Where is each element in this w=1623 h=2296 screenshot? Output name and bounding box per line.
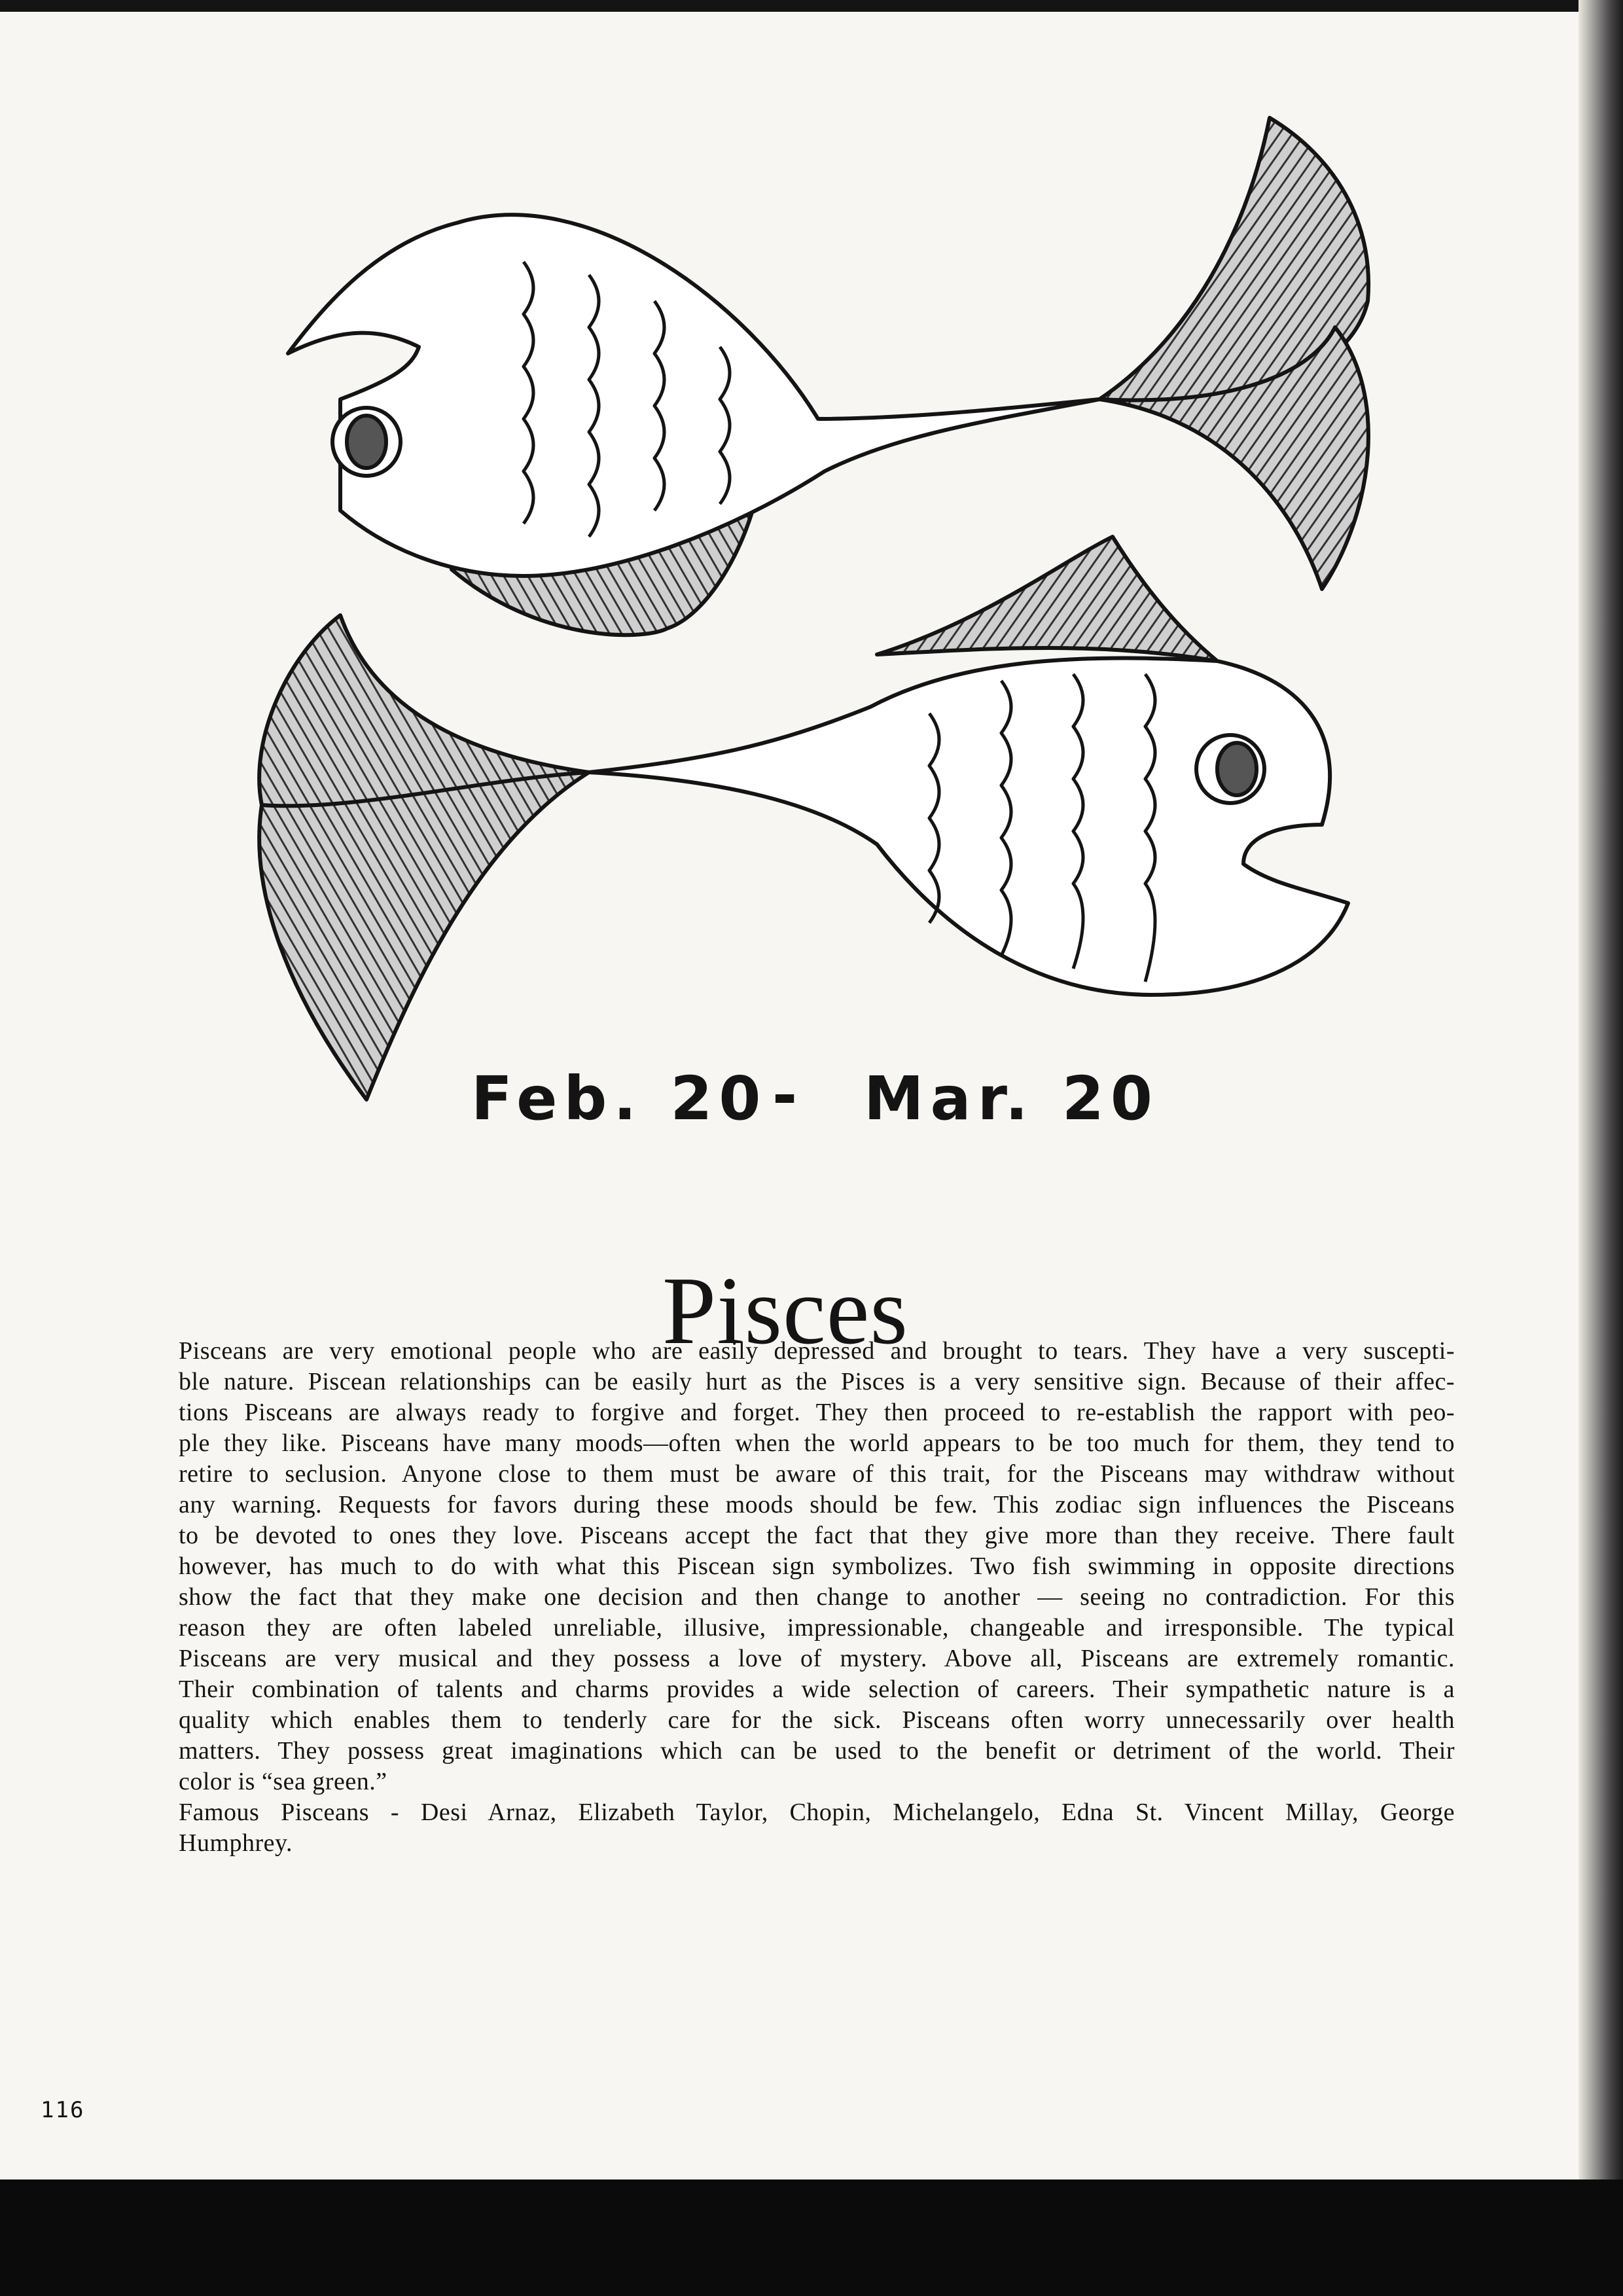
scan-bottom-band — [0, 2179, 1623, 2296]
upper-fish — [288, 118, 1368, 635]
pisces-illustration — [249, 52, 1427, 1165]
caption-end-date: Mar. 20 — [864, 1064, 1159, 1134]
body-line: Their combination of talents and charms provides a wide selection of careers. Their sympathetic nature is a — [179, 1676, 1455, 1703]
body-paragraph — [179, 1336, 1455, 1859]
lower-fish-tail-bottom — [259, 772, 589, 1100]
body-line: retire to seclusion. Anyone close to them must be aware of this trait, for the Pisceans may withdraw without — [179, 1460, 1455, 1488]
famous-pisceans-line: Famous Pisceans - Desi Arnaz, Elizabeth Taylor, Chopin, Michelangelo, Edna St. Vincent Millay, George — [179, 1799, 1455, 1826]
date-caption — [471, 1060, 1159, 1134]
body-line: to be devoted to ones they love. Pisceans accept the fact that they give more than they receive. There fault — [179, 1522, 1455, 1549]
lower-fish — [259, 537, 1348, 1100]
caption-start-date: Feb. 20 — [471, 1064, 768, 1134]
body-line: matters. They possess great imaginations which can be used to the benefit or detriment of the world. Their — [179, 1737, 1455, 1765]
body-line: ble nature. Piscean relationships can be easily hurt as the Pisces is a very sensitive sign. Because of their affec- — [179, 1368, 1455, 1395]
body-line: Pisceans are very emotional people who are easily depressed and brought to tears. They have a very suscepti- — [179, 1337, 1455, 1365]
body-line: reason they are often labeled unreliable, illusive, impressionable, changeable and irresponsible. The typical — [179, 1614, 1455, 1641]
body-line: ple they like. Pisceans have many moods—often when the world appears to be too much for them, they tend to — [179, 1429, 1455, 1457]
body-line: tions Pisceans are always ready to forgive and forget. They then proceed to re-establish the rapport with peo- — [179, 1399, 1455, 1426]
caption-dash: - — [772, 1060, 798, 1130]
body-line: any warning. Requests for favors during these moods should be few. This zodiac sign influences the Pisceans — [179, 1491, 1455, 1518]
lower-fish-pupil — [1217, 743, 1257, 795]
body-line: Pisceans are very musical and they possess a love of mystery. Above all, Pisceans are extremely romantic. — [179, 1645, 1455, 1672]
page-title: Pisces — [662, 1257, 908, 1365]
page-top-edge — [0, 0, 1623, 12]
upper-fish-body — [288, 215, 1099, 576]
body-line: show the fact that they make one decision and then change to another — seeing no contradiction. For this — [179, 1583, 1455, 1611]
body-line: however, has much to do with what this Piscean sign symbolizes. Two fish swimming in opposite directions — [179, 1552, 1455, 1580]
book-gutter-shadow — [1578, 0, 1623, 2179]
lower-fish-dorsal-fin — [877, 537, 1217, 661]
lower-fish-body — [589, 658, 1348, 995]
page-number: 116 — [41, 2097, 85, 2123]
famous-pisceans-line: Humphrey. — [179, 1829, 293, 1857]
body-line: color is “sea green.” — [179, 1768, 387, 1795]
body-line: quality which enables them to tenderly care for the sick. Pisceans often worry unnecessarily over health — [179, 1706, 1455, 1734]
upper-fish-pupil — [347, 416, 386, 468]
